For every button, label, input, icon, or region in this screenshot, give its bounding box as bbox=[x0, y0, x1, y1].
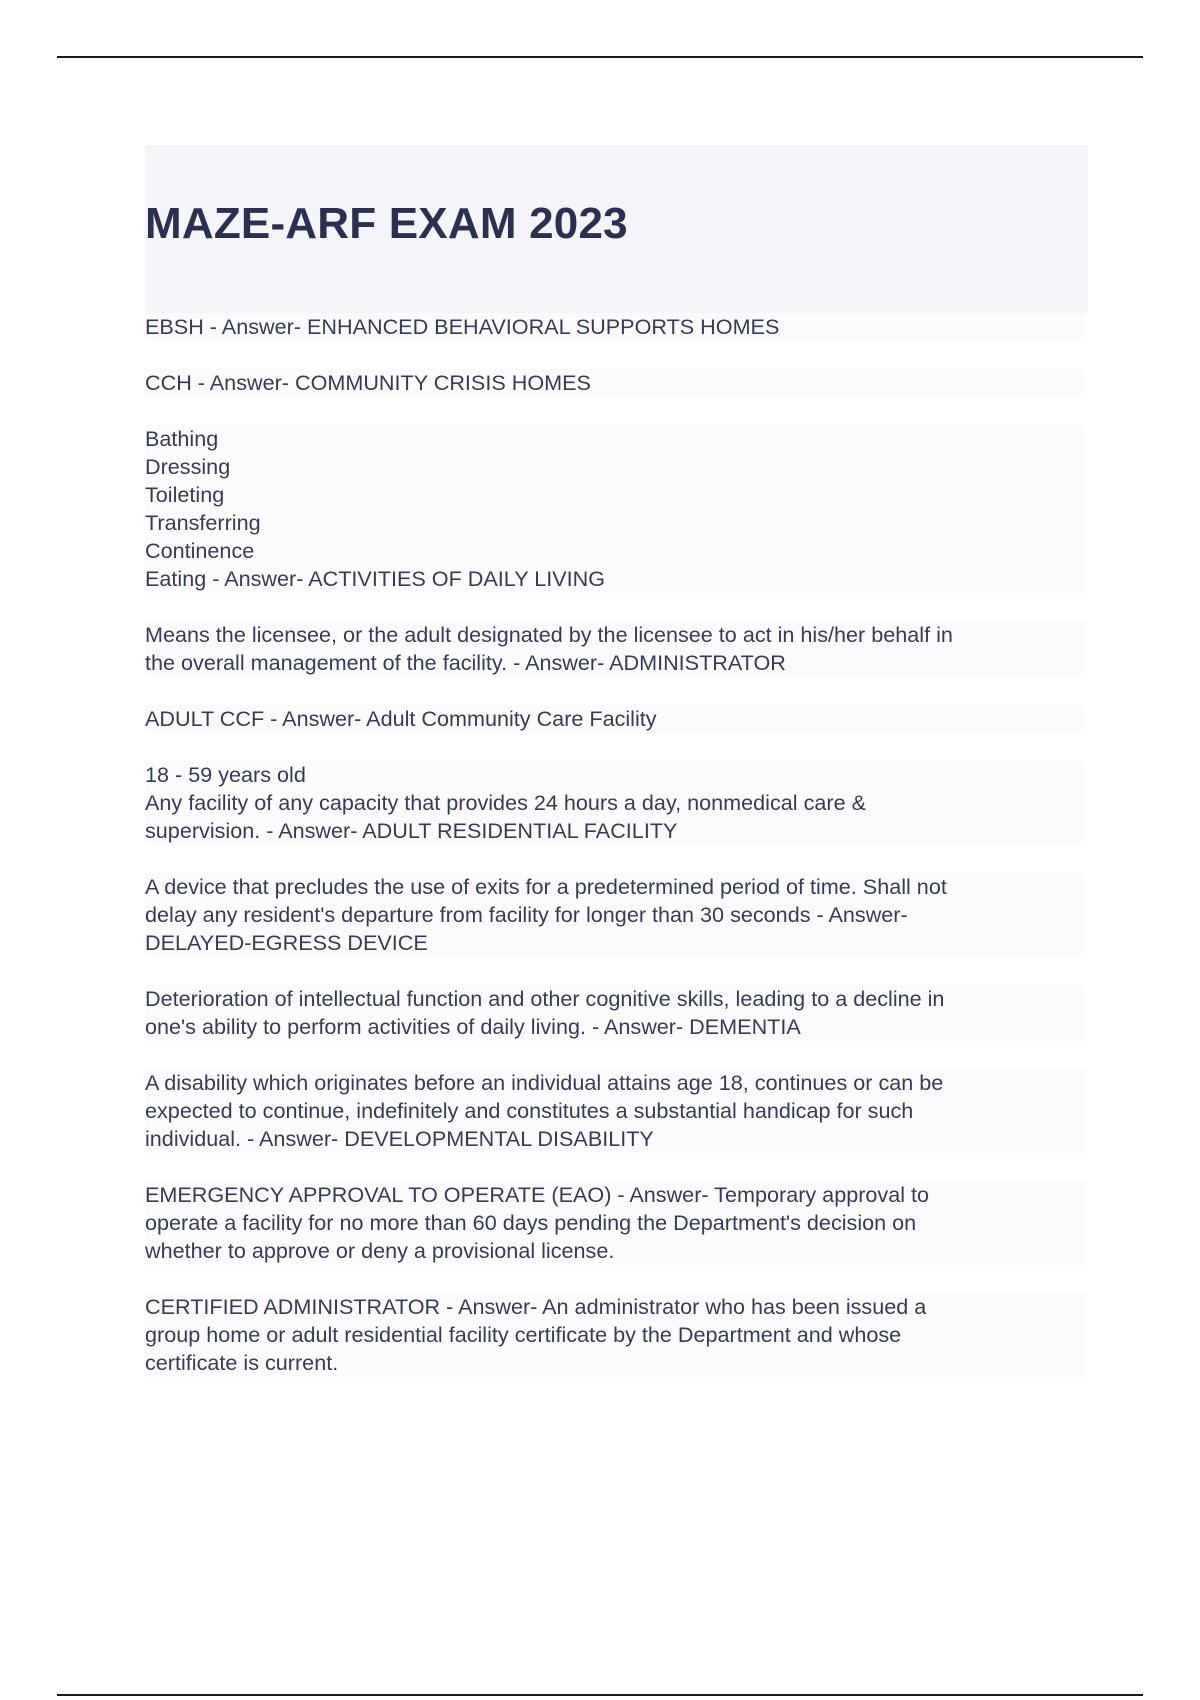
qa-entry bbox=[145, 425, 1085, 593]
qa-line: CCH - Answer- COMMUNITY CRISIS HOMES bbox=[145, 370, 591, 395]
qa-line: Dressing bbox=[145, 454, 231, 479]
qa-line: whether to approve or deny a provisional license. bbox=[145, 1238, 615, 1263]
qa-line: DELAYED-EGRESS DEVICE bbox=[145, 930, 428, 955]
qa-line: Toileting bbox=[145, 482, 225, 507]
top-rule bbox=[57, 56, 1143, 58]
qa-line: Any facility of any capacity that provides 24 hours a day, nonmedical care & bbox=[145, 790, 866, 815]
qa-line: delay any resident's departure from facility for longer than 30 seconds - Answer- bbox=[145, 902, 908, 927]
qa-line: Transferring bbox=[145, 510, 261, 535]
qa-line: EBSH - Answer- ENHANCED BEHAVIORAL SUPPORTS HOMES bbox=[145, 314, 780, 339]
qa-line: expected to continue, indefinitely and constitutes a substantial handicap for such bbox=[145, 1098, 914, 1123]
qa-line: individual. - Answer- DEVELOPMENTAL DISABILITY bbox=[145, 1126, 654, 1151]
qa-line: EMERGENCY APPROVAL TO OPERATE (EAO) - Answer- Temporary approval to bbox=[145, 1182, 930, 1207]
qa-entry bbox=[145, 1069, 1085, 1153]
qa-line: CERTIFIED ADMINISTRATOR - Answer- An administrator who has been issued a bbox=[145, 1294, 927, 1319]
qa-line: A disability which originates before an individual attains age 18, continues or can be bbox=[145, 1070, 944, 1095]
bottom-rule bbox=[57, 1694, 1143, 1696]
qa-entry bbox=[145, 705, 1085, 733]
qa-line: Means the licensee, or the adult designated by the licensee to act in his/her behalf in bbox=[145, 622, 953, 647]
qa-entry bbox=[145, 1181, 1085, 1265]
qa-entry bbox=[145, 873, 1085, 957]
qa-line: Bathing bbox=[145, 426, 219, 451]
qa-entry bbox=[145, 621, 1085, 677]
qa-entry bbox=[145, 369, 1085, 397]
qa-entry bbox=[145, 761, 1085, 845]
qa-list bbox=[145, 313, 1085, 1405]
qa-line: certificate is current. bbox=[145, 1350, 339, 1375]
document-title: MAZE-ARF EXAM 2023 bbox=[145, 199, 628, 248]
qa-entry bbox=[145, 1293, 1085, 1377]
qa-line: the overall management of the facility. - Answer- ADMINISTRATOR bbox=[145, 650, 786, 675]
qa-line: Deterioration of intellectual function and other cognitive skills, leading to a decline in bbox=[145, 986, 945, 1011]
qa-entry bbox=[145, 985, 1085, 1041]
qa-line: supervision. - Answer- ADULT RESIDENTIAL FACILITY bbox=[145, 818, 678, 843]
qa-line: 18 - 59 years old bbox=[145, 762, 306, 787]
qa-line: one's ability to perform activities of daily living. - Answer- DEMENTIA bbox=[145, 1014, 801, 1039]
qa-line: Continence bbox=[145, 538, 255, 563]
qa-line: Eating - Answer- ACTIVITIES OF DAILY LIVING bbox=[145, 566, 606, 591]
qa-line: ADULT CCF - Answer- Adult Community Care Facility bbox=[145, 706, 657, 731]
qa-line: operate a facility for no more than 60 days pending the Department's decision on bbox=[145, 1210, 917, 1235]
qa-line: A device that precludes the use of exits for a predetermined period of time. Shall not bbox=[145, 874, 947, 899]
qa-entry bbox=[145, 313, 1085, 341]
qa-line: group home or adult residential facility certificate by the Department and whose bbox=[145, 1322, 902, 1347]
title-band bbox=[145, 145, 1088, 313]
